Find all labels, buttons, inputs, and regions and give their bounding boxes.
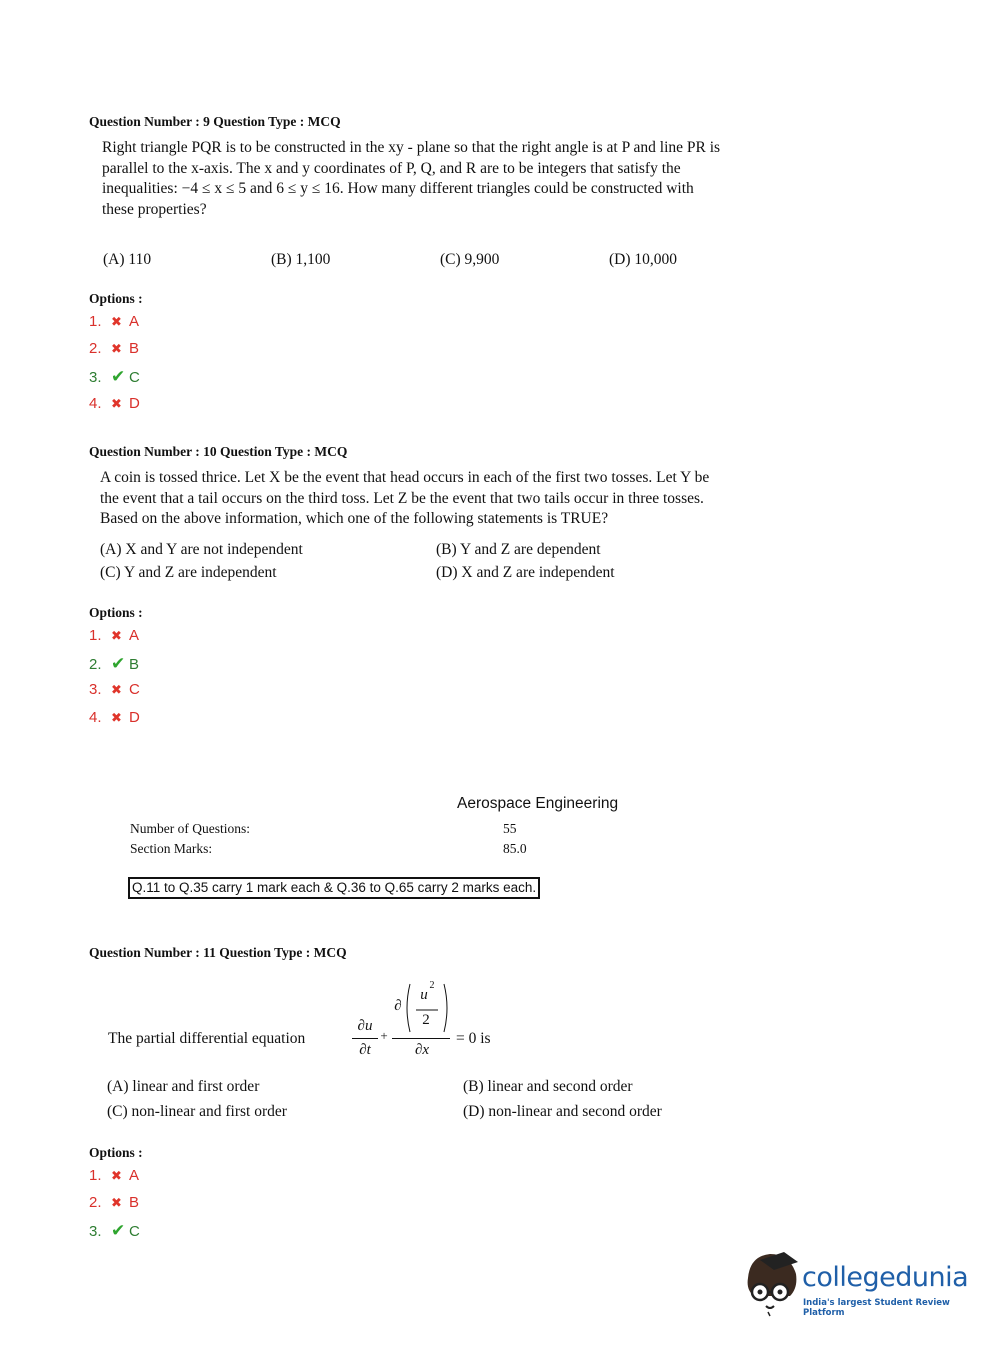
mascot-icon: [740, 1248, 802, 1318]
option-number: 1.: [89, 1167, 102, 1184]
q11-stem: The partial differential equation: [108, 1030, 306, 1047]
eq-dx: ∂x: [414, 1042, 430, 1058]
check-icon: ✔: [111, 367, 126, 386]
q11-option-1[interactable]: [89, 1167, 139, 1184]
eq-dt: ∂t: [359, 1042, 371, 1058]
q9-option-4[interactable]: [89, 395, 140, 412]
option-letter: B: [129, 340, 140, 357]
option-letter: B: [129, 656, 140, 673]
option-letter: D: [129, 395, 140, 412]
q11-choice-c: (C) non-linear and first order: [107, 1103, 287, 1120]
q11-header: Question Number : 11 Question Type : MCQ: [89, 945, 347, 960]
option-letter: C: [129, 369, 140, 386]
eq-plus: +: [380, 1028, 388, 1043]
option-number: 4.: [89, 709, 102, 726]
section-marks-value: 85.0: [503, 841, 527, 856]
q11-option-3[interactable]: [89, 1221, 140, 1241]
option-number: 2.: [89, 656, 102, 673]
q9-header: Question Number : 9 Question Type : MCQ: [89, 114, 341, 129]
q9-choice-b: (B) 1,100: [271, 251, 331, 268]
q11-choice-d: (D) non-linear and second order: [463, 1103, 662, 1120]
option-number: 2.: [89, 1194, 102, 1211]
q9-line: Right triangle PQR is to be constructed in the xy - plane so that the right angle is at P and line PR is: [102, 139, 721, 156]
cross-icon: ✖: [111, 682, 122, 697]
q10-choice-c: (C) Y and Z are independent: [100, 564, 277, 581]
option-number: 3.: [89, 681, 102, 698]
section-marks-label: Section Marks:: [130, 841, 213, 856]
option-letter: A: [129, 1167, 140, 1184]
fraction-bar: [392, 1038, 450, 1039]
option-number: 4.: [89, 395, 102, 412]
q10-option-4[interactable]: [89, 709, 140, 726]
eq-partial: ∂: [394, 998, 402, 1014]
q10-options-label: Options :: [89, 605, 143, 620]
option-number: 2.: [89, 340, 102, 357]
eq-u: u: [420, 987, 428, 1003]
pde-equation: [348, 980, 508, 1070]
q11-choice-b: (B) linear and second order: [463, 1078, 633, 1095]
q9-option-1[interactable]: [89, 313, 139, 330]
q10-line: Based on the above information, which one of the following statements is TRUE?: [100, 510, 609, 527]
q10-line: the event that a tail occurs on the third toss. Let Z be the event that two tails occur in three tosses.: [100, 489, 704, 507]
num-questions-value: 55: [503, 821, 517, 836]
q10-choice-a: (A) X and Y are not independent: [100, 541, 303, 558]
q9-line: inequalities: −4 ≤ x ≤ 5 and 6 ≤ y ≤ 16. How many different triangles could be constructed with: [102, 180, 694, 197]
q9-options-label: Options :: [89, 291, 143, 306]
option-letter: A: [129, 313, 140, 330]
cross-icon: ✖: [111, 341, 122, 356]
q9-stem: [102, 138, 720, 220]
option-letter: A: [129, 627, 140, 644]
q10-header: Question Number : 10 Question Type : MCQ: [89, 444, 348, 459]
cross-icon: ✖: [111, 1195, 122, 1210]
q9-option-3[interactable]: [89, 367, 140, 387]
q10-choice-b: (B) Y and Z are dependent: [436, 541, 601, 558]
eq-tail: = 0 is: [456, 1030, 491, 1047]
q11-option-2[interactable]: [89, 1194, 139, 1211]
fraction-bar: [352, 1038, 378, 1039]
eq-two: 2: [422, 1012, 430, 1028]
option-letter: B: [129, 1194, 140, 1211]
q9-line: these properties?: [102, 200, 207, 218]
check-icon: ✔: [111, 1221, 126, 1240]
option-number: 1.: [89, 313, 102, 330]
option-number: 3.: [89, 1223, 102, 1240]
brand-name: collegedunia: [802, 1262, 969, 1293]
cross-icon: ✖: [111, 314, 122, 329]
q9-line: parallel to the x-axis. The x and y coordinates of P, Q, and R are to be integers that satisfy the: [102, 159, 681, 177]
eq-du: ∂u: [357, 1018, 373, 1034]
cross-icon: ✖: [111, 396, 122, 411]
brand-tagline: India's largest Student Review Platform: [803, 1298, 950, 1318]
option-number: 1.: [89, 627, 102, 644]
q9-choice-d: (D) 10,000: [609, 251, 678, 268]
q10-option-3[interactable]: [89, 681, 140, 698]
check-icon: ✔: [111, 654, 126, 673]
cross-icon: ✖: [111, 1168, 122, 1183]
q11-choice-a: (A) linear and first order: [107, 1078, 260, 1095]
option-letter: D: [129, 709, 140, 726]
q9-choice-a: (A) 110: [103, 251, 152, 268]
marks-note-box: Q.11 to Q.35 carry 1 mark each & Q.36 to Q.65 carry 2 marks each.: [128, 877, 540, 899]
brand-logo[interactable]: [740, 1248, 980, 1320]
q10-stem: [100, 468, 709, 530]
q10-line: A coin is tossed thrice. Let X be the event that head occurs in each of the first two tosses. Let Y be: [100, 469, 710, 486]
cross-icon: ✖: [111, 710, 122, 725]
num-questions-label: Number of Questions:: [130, 821, 250, 836]
q11-options-label: Options :: [89, 1145, 143, 1160]
section-title: Aerospace Engineering: [457, 795, 619, 812]
option-letter: C: [129, 1223, 140, 1240]
q9-option-2[interactable]: [89, 340, 139, 357]
option-letter: C: [129, 681, 140, 698]
q10-option-2[interactable]: [89, 654, 139, 674]
eq-sup: 2: [429, 980, 435, 991]
q9-choice-c: (C) 9,900: [440, 251, 500, 268]
q10-option-1[interactable]: [89, 627, 139, 644]
q10-choice-d: (D) X and Z are independent: [436, 564, 615, 581]
option-number: 3.: [89, 369, 102, 386]
cross-icon: ✖: [111, 628, 122, 643]
